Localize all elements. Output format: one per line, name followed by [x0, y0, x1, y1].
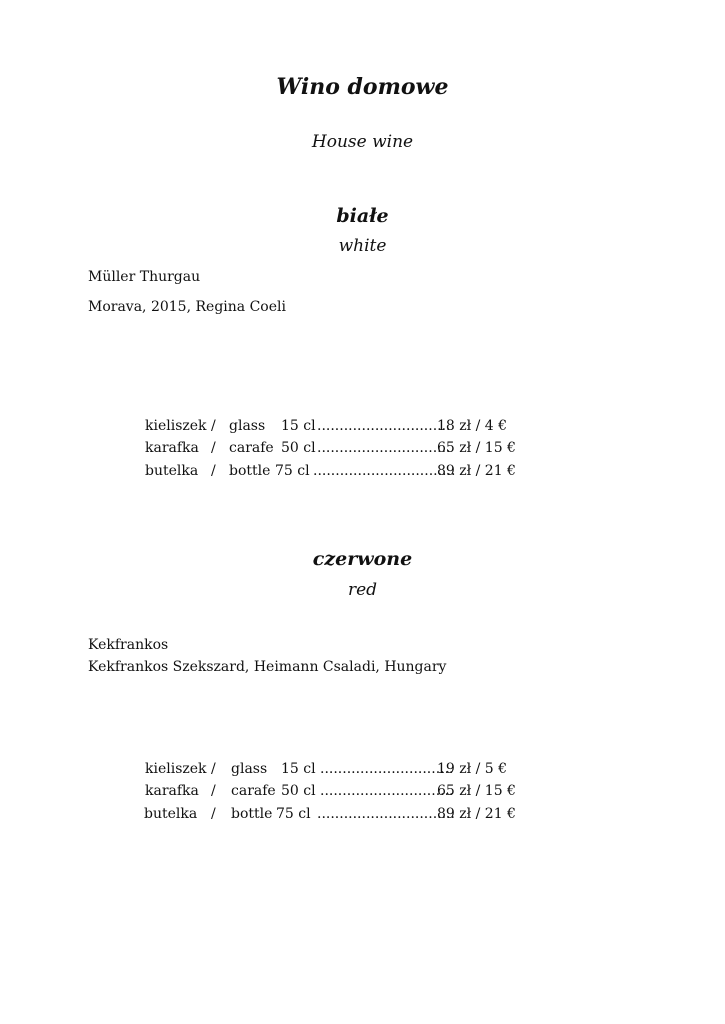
dot-leader: ..............................	[320, 761, 454, 777]
wine-name: Kekfrankos	[88, 637, 169, 653]
serving-en: carafe	[229, 440, 274, 456]
page-subtitle: House wine	[311, 132, 414, 152]
dot-leader: ................................	[313, 463, 456, 479]
separator: /	[211, 463, 216, 479]
volume: 15 cl	[281, 418, 316, 434]
volume: 75 cl	[276, 806, 311, 822]
volume: 15 cl	[281, 761, 316, 777]
serving-pl: kieliszek	[145, 761, 207, 777]
separator: /	[211, 806, 216, 822]
dot-leader: ...............................	[317, 806, 455, 822]
dot-leader: ..............................	[317, 418, 451, 434]
serving-en: glass	[229, 418, 266, 434]
wine-origin: Morava, 2015, Regina Coeli	[88, 299, 286, 315]
wine-name: Müller Thurgau	[88, 269, 201, 285]
serving-pl: karafka	[145, 440, 199, 456]
price: 19 zł / 5 €	[437, 761, 508, 777]
page-title: Wino domowe	[276, 74, 449, 100]
section-title-red: czerwone	[312, 548, 413, 570]
price: 65 zł / 15 €	[437, 783, 516, 799]
serving-pl: butelka	[144, 806, 198, 822]
serving-pl: karafka	[145, 783, 199, 799]
dot-leader: ..............................	[317, 440, 451, 456]
separator: /	[211, 761, 216, 777]
serving-pl: kieliszek	[145, 418, 207, 434]
section-subtitle-red: red	[347, 580, 378, 600]
section-title-white: białe	[336, 205, 389, 227]
price: 89 zł / 21 €	[437, 463, 516, 479]
separator: /	[211, 783, 216, 799]
price: 18 zł / 4 €	[437, 418, 508, 434]
serving-pl: butelka	[145, 463, 199, 479]
wine-origin: Kekfrankos Szekszard, Heimann Csaladi, Hungary	[88, 659, 447, 675]
serving-en: glass	[231, 761, 268, 777]
section-subtitle-white: white	[338, 236, 387, 256]
serving-en: carafe	[231, 783, 276, 799]
serving-en: bottle	[229, 463, 271, 479]
price: 89 zł / 21 €	[437, 806, 516, 822]
volume: 50 cl	[281, 783, 316, 799]
separator: /	[211, 440, 216, 456]
price: 65 zł / 15 €	[437, 440, 516, 456]
dot-leader: ..............................	[320, 783, 454, 799]
serving-en: bottle	[231, 806, 273, 822]
separator: /	[211, 418, 216, 434]
volume: 50 cl	[281, 440, 316, 456]
volume: 75 cl	[275, 463, 310, 479]
